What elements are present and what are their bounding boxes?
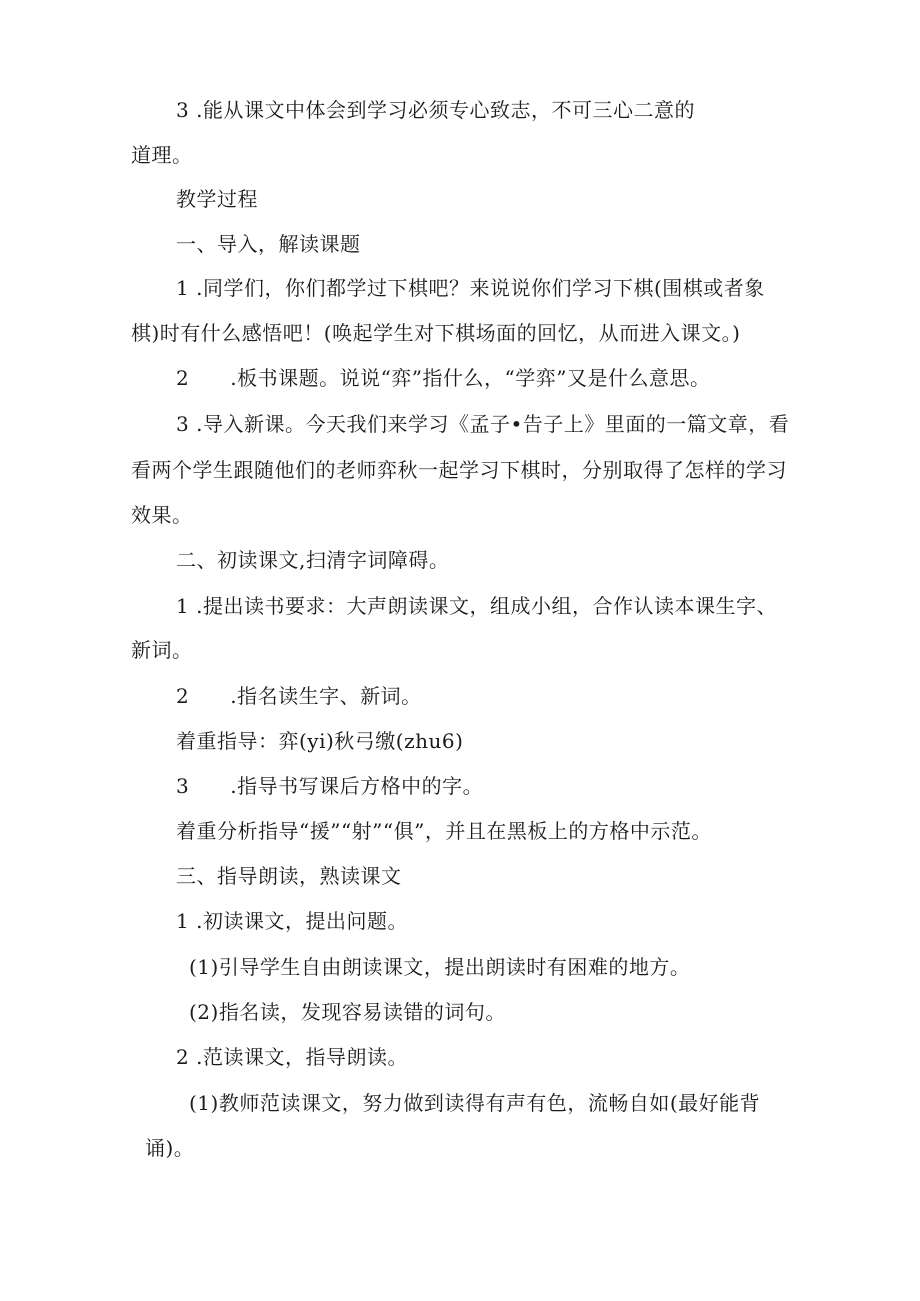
text-line: 效果。 — [131, 503, 193, 527]
text-line: (2)指名读，发现容易读错的词句。 — [189, 1000, 506, 1024]
section-heading: 二、初读课文,扫清字词障碍。 — [176, 548, 450, 572]
text-line: 新词。 — [131, 638, 193, 662]
text-line: (1)教师范读课文，努力做到读得有声有色，流畅自如(最好能背 — [189, 1091, 761, 1115]
section-heading: 三、指导朗读，熟读课文 — [176, 864, 402, 888]
text-line: 3 .导入新课。今天我们来学习《孟子•告子上》里面的一篇文章，看 — [176, 412, 790, 436]
section-heading: 一、导入，解读课题 — [176, 232, 361, 256]
text-line: 诵)。 — [145, 1136, 195, 1160]
text-line: 2 .指名读生字、新词。 — [176, 684, 422, 708]
text-line: 1 .同学们，你们都学过下棋吧？来说说你们学习下棋(围棋或者象 — [176, 276, 765, 300]
text-line: 着重分析指导“援”“射”“俱”，并且在黑板上的方格中示范。 — [176, 819, 712, 843]
text-line: 3 .能从课文中体会到学习必须专心致志，不可三心二意的 — [176, 98, 695, 122]
text-line: 棋)时有什么感悟吧！(唤起学生对下棋场面的回忆，从而进入课文。) — [131, 321, 741, 345]
text-line: 1 .初读课文，提出问题。 — [176, 909, 408, 933]
text-line: 道理。 — [131, 143, 193, 167]
text-line: (1)引导学生自由朗读课文，提出朗读时有困难的地方。 — [189, 955, 691, 979]
text-line: 着重指导：弈(yi)秋弓缴(zhu6) — [176, 729, 464, 753]
text-line: 1 .提出读书要求：大声朗读课文，组成小组，合作认读本课生字、 — [176, 594, 777, 618]
section-heading: 教学过程 — [176, 187, 258, 211]
text-line: 看两个学生跟随他们的老师弈秋一起学习下棋时，分别取得了怎样的学习 — [131, 458, 787, 482]
text-line: 2 .范读课文，指导朗读。 — [176, 1045, 408, 1069]
text-line: 3 .指导书写课后方格中的字。 — [176, 774, 484, 798]
text-line: 2 .板书课题。说说“弈”指什么，“学弈”又是什么意思。 — [176, 366, 711, 390]
